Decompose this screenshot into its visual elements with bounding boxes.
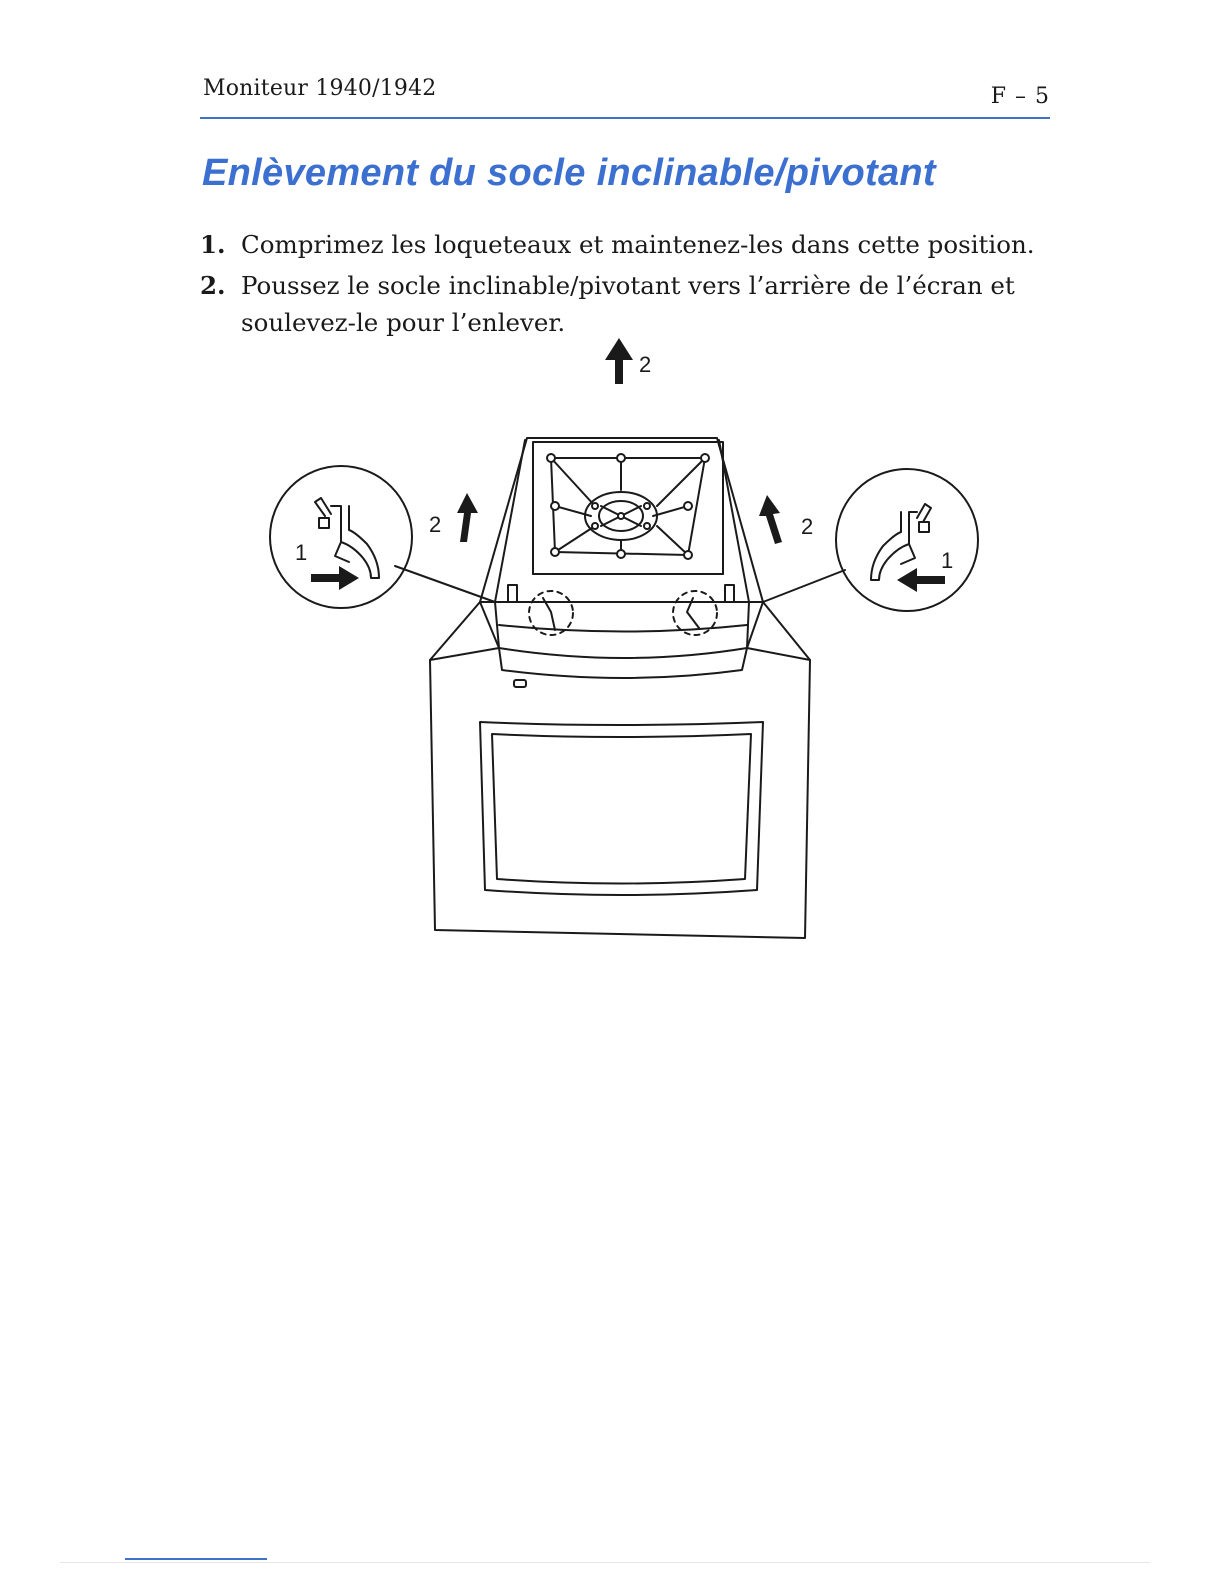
left-callout-leader	[395, 566, 495, 602]
left-latch-detail	[270, 466, 412, 608]
stand-removal-illustration	[255, 330, 995, 960]
step-number: 1.	[200, 230, 226, 259]
right-latch-detail	[836, 469, 978, 611]
step-1	[200, 226, 1060, 263]
running-title: Moniteur 1940/1942	[203, 76, 437, 101]
callout-right-1: 1	[941, 548, 954, 573]
callout-right-2: 2	[801, 514, 814, 539]
footer-rule	[60, 1562, 1150, 1563]
monitor-body	[430, 585, 810, 938]
step-number: 2.	[200, 271, 226, 300]
lift-arrow-left-icon	[457, 493, 478, 542]
page-number: F – 5	[990, 84, 1050, 109]
right-callout-leader	[763, 570, 845, 602]
up-arrow-icon	[605, 338, 633, 384]
lift-arrow-right-icon	[759, 495, 782, 544]
instruction-list	[200, 226, 1060, 345]
callout-left-2: 2	[429, 512, 442, 537]
callout-top-2: 2	[639, 352, 652, 377]
section-title: Enlèvement du socle inclinable/pivotant	[202, 152, 936, 194]
callout-left-1: 1	[295, 540, 308, 565]
stand-rivets	[547, 454, 709, 559]
header-rule	[200, 117, 1050, 119]
footer-mark	[125, 1558, 267, 1560]
step-text: Comprimez les loqueteaux et maintenez-les dans cette position.	[241, 230, 1035, 259]
step-text: Poussez le socle inclinable/pivotant vers l’arrière de l’écran et soulevez-le pour l’enlever.	[241, 271, 1015, 337]
